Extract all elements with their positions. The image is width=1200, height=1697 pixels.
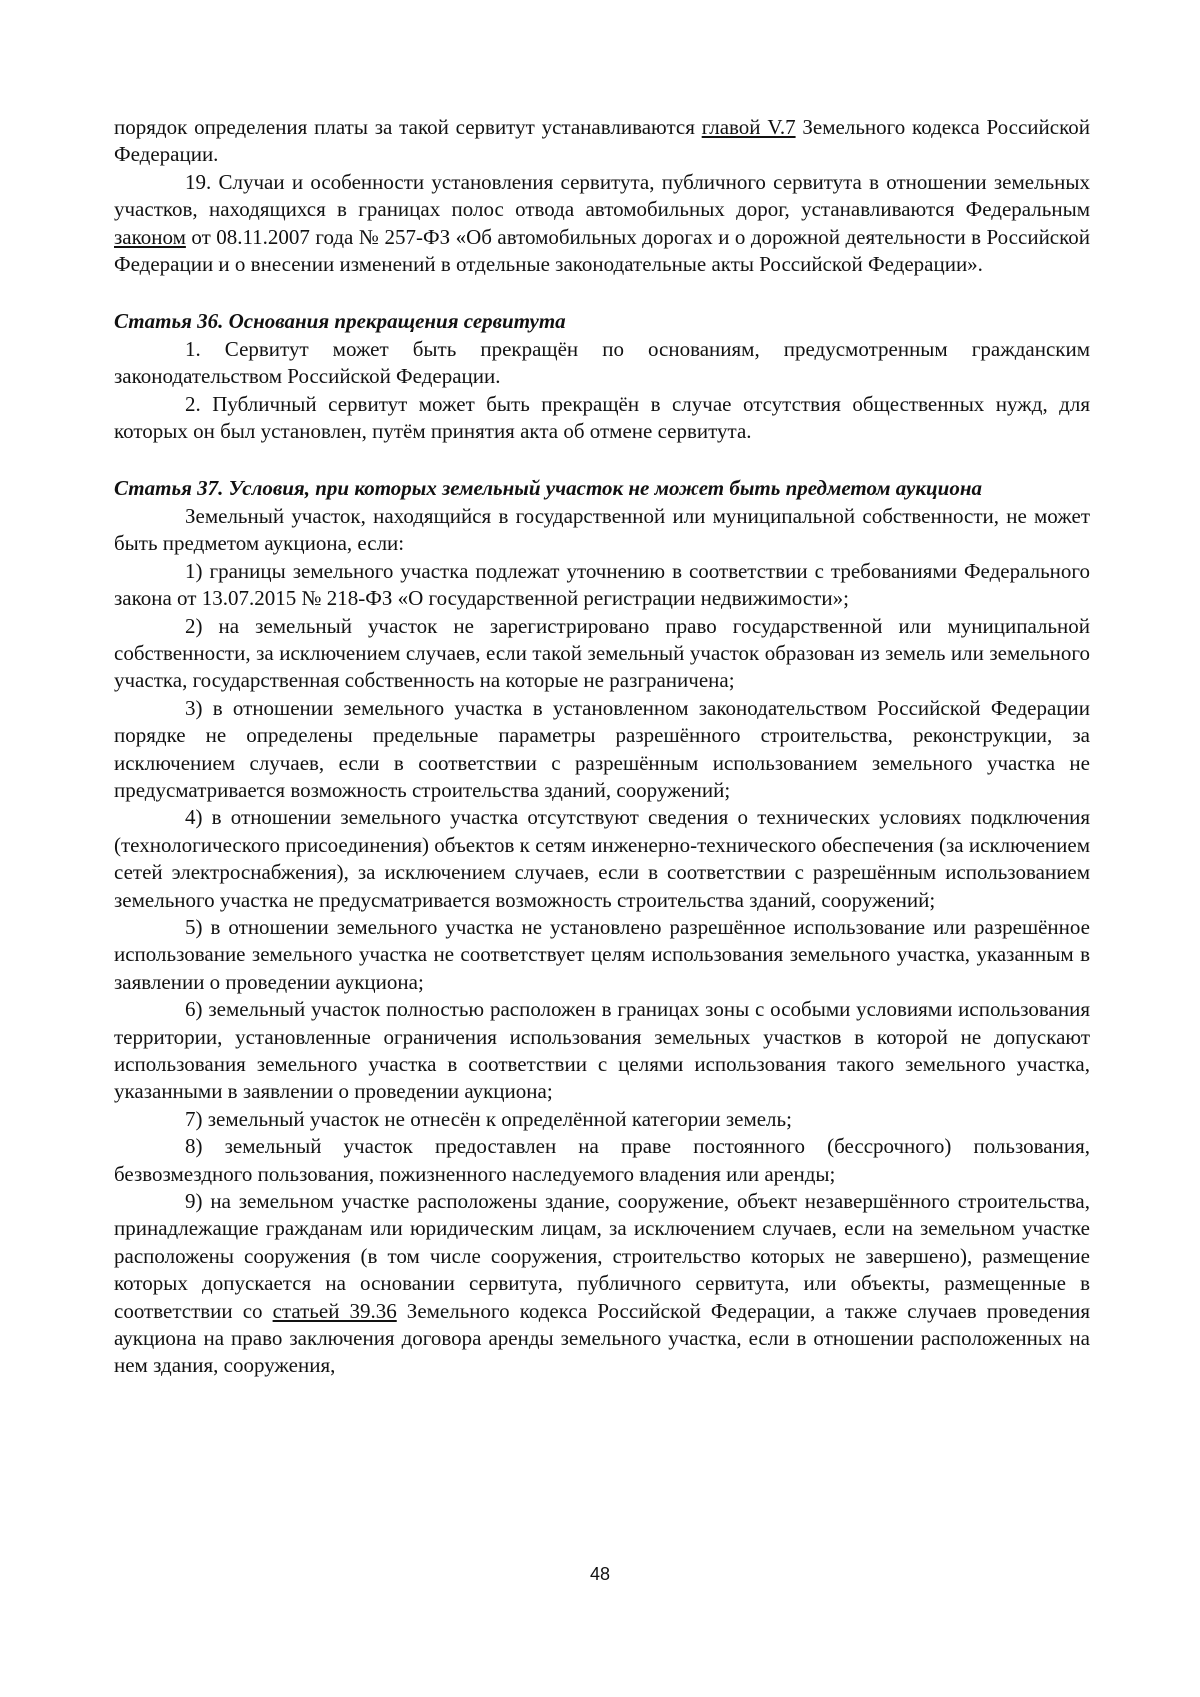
article-37-item-2: 2) на земельный участок не зарегистрировано право государственной или муниципальной собственности, за исключением случаев, если такой земельный участок образован из земель или земельного участка, государственная собственность на которые не разграничена;	[114, 613, 1090, 693]
text-fragment: от 08.11.2007 года № 257-ФЗ «Об автомобильных дорогах и о дорожной деятельности в Российской Федерации и о внесении изменений в отдельные законодательные акты Российской Федерации».	[114, 224, 1090, 277]
page-content	[114, 114, 1090, 1380]
article-37-item-7: 7) земельный участок не отнесён к определённой категории земель;	[185, 1106, 792, 1131]
page-number: 48	[589, 1564, 611, 1584]
article-37-item-1: 1) границы земельного участка подлежат уточнению в соответствии с требованиями Федерального закона от 13.07.2015 № 218-ФЗ «О государственной регистрации недвижимости»;	[114, 558, 1090, 611]
spacer	[114, 445, 1090, 475]
text-fragment: порядок определения платы за такой сервитут устанавливаются	[114, 115, 702, 139]
article-37-heading: Статья 37. Условия, при которых земельный участок не может быть предметом аукциона	[114, 476, 982, 501]
paragraph-continuation	[114, 114, 1090, 169]
text-fragment: Земельного кодекса Российской Федерации.	[114, 115, 1090, 167]
article-36-item-2: 2. Публичный сервитут может быть прекращён в случае отсутствия общественных нужд, для которых он был установлен, путём принятия акта об отмене сервитута.	[114, 391, 1090, 444]
article-36-heading: Статья 36. Основания прекращения сервитута	[114, 309, 566, 334]
article-37-intro: Земельный участок, находящийся в государственной или муниципальной собственности, не может быть предметом аукциона, если:	[114, 503, 1090, 556]
chapter-link[interactable]: главой V.7	[701, 115, 796, 139]
article-36-item-1: 1. Сервитут может быть прекращён по основаниям, предусмотренным гражданским законодательством Российской Федерации.	[114, 336, 1090, 389]
text-fragment: Земельного кодекса Российской Федерации, а также случаев проведения аукциона на право заключения договора аренды земельного участка, если в отношении расположенных на нем здания, сооружения,	[114, 1298, 1090, 1378]
article-37-item-3: 3) в отношении земельного участка в установленном законодательством Российской Федерации порядке не определены предельные параметры разрешённого строительства, реконструкции, за исключением случаев, если в соответствии с разрешённым использованием земельного участка не предусматривается возможность строительства зданий, сооружений;	[114, 695, 1090, 802]
text-fragment: 9) на земельном участке расположены здание, сооружение, объект незавершённого строительства, принадлежащие гражданам или юридическим лицам, за исключением случаев, если на земельном участке расположены сооружения (в том числе сооружения, строительство которых не завершено), размещение которых допускается на основании сервитута, публичного сервитута, или объекты, размещенные в соответствии со	[114, 1189, 1090, 1323]
law-link[interactable]: законом	[114, 224, 186, 249]
spacer	[114, 278, 1090, 308]
text-fragment: 19. Случаи и особенности установления сервитута, публичного сервитута в отношении земельных участков, находящихся в границах полос отвода автомобильных дорог, устанавливаются Федеральным	[114, 169, 1090, 222]
article-37-item-6: 6) земельный участок полностью расположен в границах зоны с особыми условиями использования территории, установленные ограничения использования земельных участков в которой не допускают использования земельного участка в соответствии с целями использования такого земельного участка, указанными в заявлении о проведении аукциона;	[114, 997, 1090, 1104]
article-37-item-5: 5) в отношении земельного участка не установлено разрешённое использование или разрешённое использование земельного участка не соответствует целям использования земельного участка, указанным в заявлении о проведении аукциона;	[114, 914, 1090, 994]
article-37-item-4: 4) в отношении земельного участка отсутствуют сведения о технических условиях подключения (технологического присоединения) объектов к сетям инженерно-технического обеспечения (за исключением сетей электроснабжения), за исключением случаев, если в соответствии с разрешённым использованием земельного участка не предусматривается возможность строительства зданий, сооружений;	[114, 805, 1090, 912]
article-37-item-9	[114, 1188, 1090, 1380]
paragraph-19	[114, 169, 1090, 279]
article-37-item-8: 8) земельный участок предоставлен на праве постоянного (бессрочного) пользования, безвозмездного пользования, пожизненного наследуемого владения или аренды;	[114, 1134, 1090, 1186]
article-link[interactable]: статьей 39.36	[272, 1298, 397, 1323]
